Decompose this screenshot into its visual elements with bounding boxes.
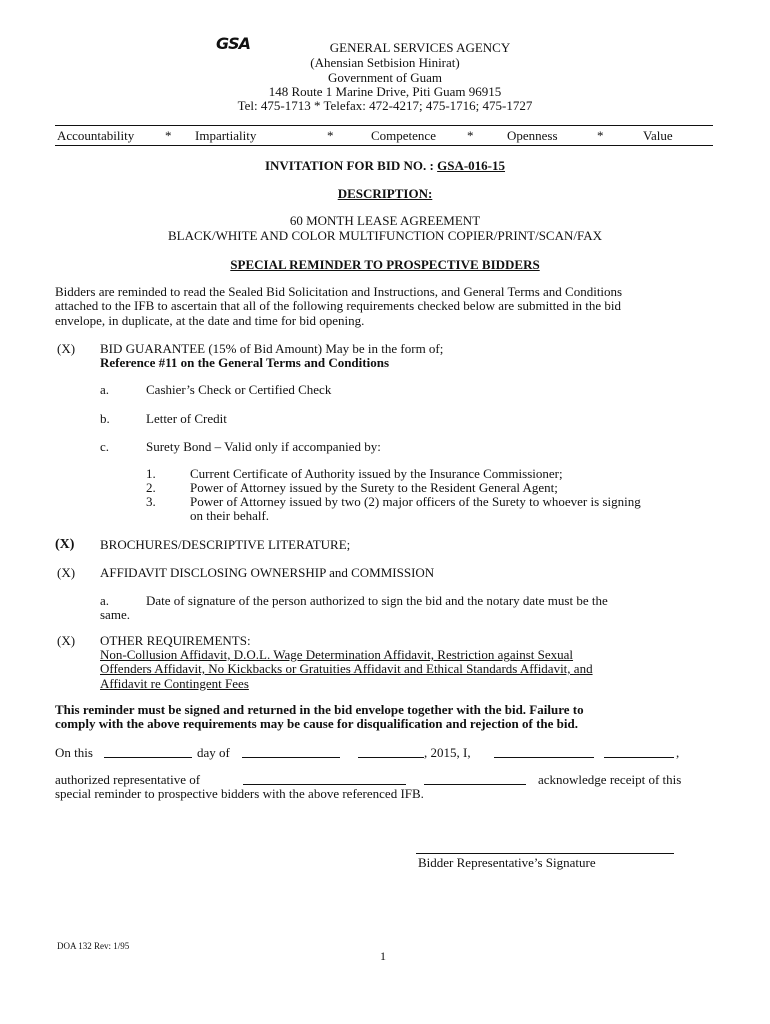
other-requirements-label: OTHER REQUIREMENTS:: [100, 633, 251, 648]
value-value: Value: [643, 128, 673, 143]
agency-name: GENERAL SERVICES AGENCY: [329, 40, 511, 55]
value-separator: *: [597, 128, 604, 143]
intro-line-1: Bidders are reminded to read the Sealed Bid Solicitation and Instructions, and General Terms and Conditions: [55, 284, 623, 299]
value-impartiality: Impartiality: [195, 128, 257, 143]
month-blank-2[interactable]: [358, 757, 424, 758]
option-text-c: Surety Bond – Valid only if accompanied by:: [146, 439, 381, 454]
values-bar-bottom-rule: [55, 145, 713, 146]
other-requirements-line-1: Non-Collusion Affidavit, D.O.L. Wage Determination Affidavit, Restriction against Sexual: [100, 647, 574, 662]
ack-auth-rep: authorized representative of: [55, 772, 201, 787]
description-line-1: 60 MONTH LEASE AGREEMENT: [289, 213, 481, 228]
ack-comma: ,: [676, 745, 680, 760]
reminder-heading: SPECIAL REMINDER TO PROSPECTIVE BIDDERS: [230, 257, 540, 272]
intro-line-3: envelope, in duplicate, at the date and time for bid opening.: [55, 313, 365, 328]
other-requirements-line-3: Affidavit re Contingent Fees: [100, 676, 249, 691]
address-line: 148 Route 1 Marine Drive, Piti Guam 96915: [268, 84, 502, 99]
affidavit-sub-line-1: Date of signature of the person authorized to sign the bid and the notary date must be the: [146, 593, 608, 608]
warning-line-1: This reminder must be signed and returned in the bid envelope together with the bid. Failure to: [55, 702, 584, 717]
agency-chamorro-name: (Ahensian Setbision Hinirat): [310, 55, 460, 70]
other-requirements-line-2: Offenders Affidavit, No Kickbacks or Gratuities Affidavit and Ethical Standards Affidavit, and: [100, 661, 593, 676]
name-blank[interactable]: [494, 757, 594, 758]
ack-day-of: day of: [197, 745, 230, 760]
option-text-a: Cashier’s Check or Certified Check: [146, 382, 332, 397]
ack-receipt: acknowledge receipt of this: [538, 772, 682, 787]
sub-item-num-1: 1.: [146, 466, 156, 481]
values-bar-top-rule: [55, 125, 713, 126]
bid-guarantee-line-1: BID GUARANTEE (15% of Bid Amount) May be in the form of;: [100, 341, 444, 356]
bid-guarantee-check: (X): [57, 341, 76, 356]
sub-item-text-3-cont: on their behalf.: [190, 508, 270, 523]
signature-label: Bidder Representative’s Signature: [418, 855, 596, 870]
option-text-b: Letter of Credit: [146, 411, 227, 426]
form-code: DOA 132 Rev: 1/95: [57, 941, 130, 951]
bid-guarantee-line-2: Reference #11 on the General Terms and Conditions: [100, 355, 390, 370]
ifb-line: [0, 158, 770, 173]
company-blank-2[interactable]: [424, 784, 526, 785]
option-letter-c: c.: [100, 439, 110, 454]
sub-item-num-2: 2.: [146, 480, 156, 495]
ack-year: , 2015, I,: [424, 745, 471, 760]
name-blank-2[interactable]: [604, 757, 674, 758]
sub-item-text-1: Current Certificate of Authority issued by the Insurance Commissioner;: [190, 466, 563, 481]
company-blank[interactable]: [243, 784, 406, 785]
affidavit-sub-line-2: same.: [100, 607, 130, 622]
ifb-label: INVITATION FOR BID NO. :: [264, 158, 434, 173]
gsa-logo: GSA: [216, 34, 251, 53]
government-line: Government of Guam: [327, 70, 443, 85]
value-accountability: Accountability: [57, 128, 135, 143]
day-blank[interactable]: [104, 757, 192, 758]
option-letter-a: a.: [100, 382, 110, 397]
value-separator: *: [327, 128, 334, 143]
warning-line-2: comply with the above requirements may be cause for disqualification and rejection of the bid.: [55, 716, 579, 731]
affidavit-text: AFFIDAVIT DISCLOSING OWNERSHIP and COMMISSION: [100, 565, 435, 580]
signature-line[interactable]: [416, 853, 674, 854]
phone-line: Tel: 475-1713 * Telefax: 472-4217; 475-1716; 475-1727: [237, 98, 533, 113]
value-competence: Competence: [371, 128, 436, 143]
brochures-check: (X): [55, 537, 75, 552]
value-separator: *: [467, 128, 474, 143]
intro-line-2: attached to the IFB to ascertain that all of the following requirements checked below are submitted in the bid: [55, 298, 622, 313]
description-heading: DESCRIPTION:: [337, 186, 433, 201]
value-separator: *: [165, 128, 172, 143]
affidavit-check: (X): [57, 565, 76, 580]
value-openness: Openness: [507, 128, 558, 143]
values-bar: [57, 128, 713, 144]
brochures-text: BROCHURES/DESCRIPTIVE LITERATURE;: [100, 537, 351, 552]
sub-item-text-3: Power of Attorney issued by two (2) major officers of the Surety to whoever is signing: [190, 494, 641, 509]
ack-line-2: special reminder to prospective bidders with the above referenced IFB.: [55, 786, 424, 801]
option-letter-b: b.: [100, 411, 110, 426]
description-line-2: BLACK/WHITE AND COLOR MULTIFUNCTION COPIER/PRINT/SCAN/FAX: [167, 228, 603, 243]
page-number: 1: [380, 949, 386, 963]
affidavit-sub-letter: a.: [100, 593, 110, 608]
other-check: (X): [57, 633, 76, 648]
sub-item-num-3: 3.: [146, 494, 156, 509]
sub-item-text-2: Power of Attorney issued by the Surety to the Resident General Agent;: [190, 480, 558, 495]
ack-on-this: On this: [55, 745, 93, 760]
ifb-number: GSA-016-15: [437, 158, 506, 173]
month-blank[interactable]: [242, 757, 340, 758]
